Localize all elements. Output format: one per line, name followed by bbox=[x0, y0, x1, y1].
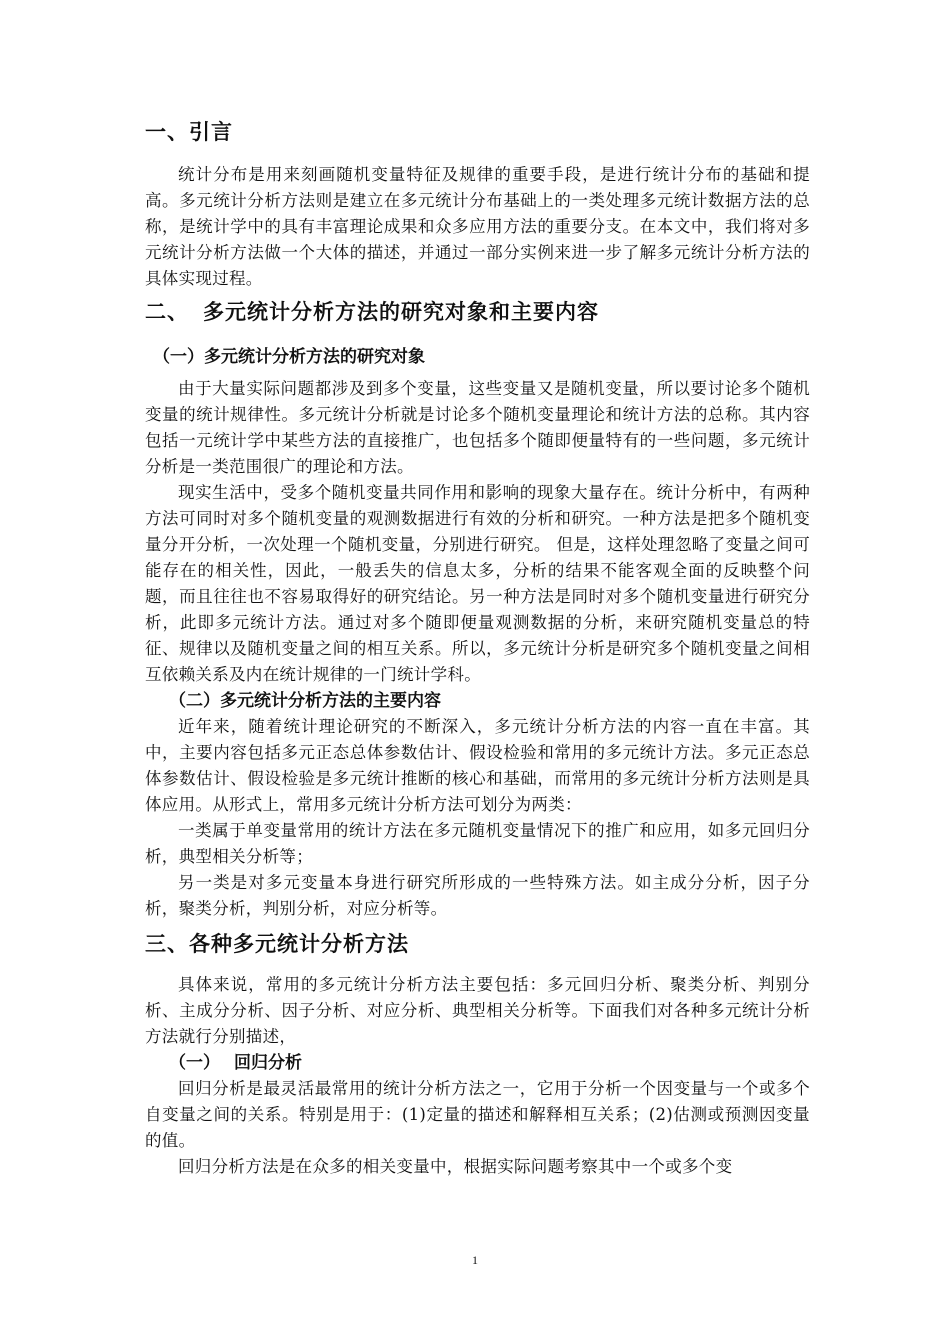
paragraph: 近年来，随着统计理论研究的不断深入，多元统计分析方法的内容一直在丰富。其中，主要内容包括多元正态总体参数估计、假设检验和常用的多元统计方法。多元正态总体参数估计、假设检验是多元统计推断的核心和基础，而常用的多元统计分析方法则是具体应用。从形式上，常用多元统计分析方法可划分为两类： bbox=[145, 717, 810, 814]
subsection-title-main-content: （二）多元统计分析方法的主要内容 bbox=[169, 691, 441, 711]
subsection-text: 回归分析 bbox=[234, 1053, 302, 1073]
introduction-paragraph: 统计分布是用来刻画随机变量特征及规律的重要手段，是进行统计分布的基础和提高。多元统计分析方法则是建立在多元统计分布基础上的一类处理多元统计数据方法的总称，是统计学中的具有丰富理论成果和众多应用方法的重要分支。在本文中，我们将对多元统计分析方法做一个大体的描述，并通过一部分实例来进一步了解多元统计分析方法的具体实现过程。 bbox=[145, 165, 810, 288]
section-title-introduction: 一、引言 bbox=[145, 119, 233, 144]
subsection-title-research-object: （一）多元统计分析方法的研究对象 bbox=[153, 347, 425, 367]
paragraph: 回归分析方法是在众多的相关变量中，根据实际问题考察其中一个或多个变 bbox=[178, 1157, 733, 1176]
section-title-text: 多元统计分析方法的研究对象和主要内容 bbox=[203, 299, 599, 324]
subsection-number: （一） bbox=[169, 1053, 220, 1073]
section-title-research-objects bbox=[145, 296, 810, 328]
page-content bbox=[145, 116, 810, 1180]
paragraph: 回归分析是最灵活最常用的统计分析方法之一，它用于分析一个因变量与一个或多个自变量之间的关系。特别是用于：(1)定量的描述和解释相互关系；(2)估测或预测因变量的值。 bbox=[145, 1079, 810, 1150]
paragraph: 由于大量实际问题都涉及到多个变量，这些变量又是随机变量，所以要讨论多个随机变量的统计规律性。多元统计分析就是讨论多个随机变量理论和统计方法的总称。其内容包括一元统计学中某些方法的直接推广，也包括多个随即便量特有的一些问题，多元统计分析是一类范围很广的理论和方法。 bbox=[145, 379, 810, 476]
paragraph: 一类属于单变量常用的统计方法在多元随机变量情况下的推广和应用，如多元回归分析，典型相关分析等； bbox=[145, 821, 810, 866]
subsection-title-regression bbox=[169, 1050, 810, 1076]
section-title-methods: 三、各种多元统计分析方法 bbox=[145, 931, 409, 956]
paragraph: 现实生活中，受多个随机变量共同作用和影响的现象大量存在。统计分析中，有两种方法可同时对多个随机变量的观测数据进行有效的分析和研究。一种方法是把多个随机变量分开分析，一次处理一个随机变量，分别进行研究。 但是，这样处理忽略了变量之间可能存在的相关性，因此，一般丢失的信息太多，分析的结果不能客观全面的反映整个问题，而且往往也不容易取得好的研究结论。另一种方法是同时对多个随机变量进行研究分析，此即多元统计方法。通过对多个随即便量观测数据的分析，来研究随机变量总的特征、规律以及随机变量之间的相互关系。所以，多元统计分析是研究多个随机变量之间相互依赖关系及内在统计规律的一门统计学科。 bbox=[145, 483, 810, 684]
page-number: 1 bbox=[472, 1253, 478, 1267]
section-number: 二、 bbox=[145, 299, 189, 324]
paragraph: 具体来说，常用的多元统计分析方法主要包括：多元回归分析、聚类分析、判别分析、主成分分析、因子分析、对应分析、典型相关分析等。下面我们对各种多元统计分析方法就行分别描述， bbox=[145, 975, 810, 1046]
paragraph: 另一类是对多元变量本身进行研究所形成的一些特殊方法。如主成分分析，因子分析，聚类分析，判别分析，对应分析等。 bbox=[145, 873, 810, 918]
